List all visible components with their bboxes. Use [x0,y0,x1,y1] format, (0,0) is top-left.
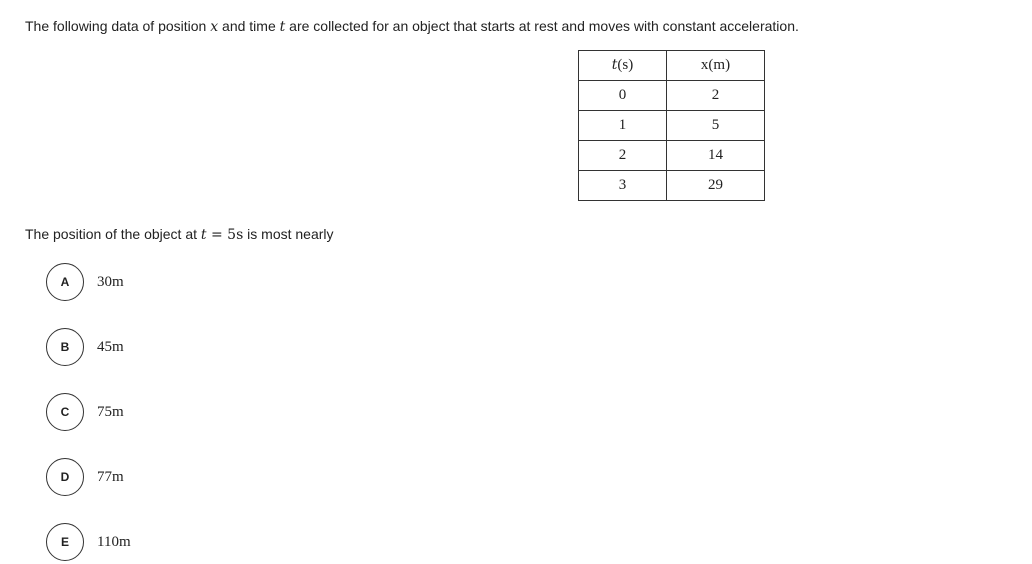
header-time-var: t [611,57,618,73]
cell-position: 14 [667,141,765,171]
header-position: x(m) [667,51,765,81]
table-row [579,111,765,141]
question-prompt [25,225,334,244]
prompt-value: 5s [227,227,244,243]
table-row [579,141,765,171]
choice-text[interactable]: 75m [97,403,124,420]
cell-time: 0 [579,81,667,111]
choice-e[interactable] [46,523,131,561]
choice-text[interactable]: 110m [97,533,131,550]
cell-time: 1 [579,111,667,141]
prompt-equals: = [206,227,228,243]
cell-position: 29 [667,171,765,201]
choice-text[interactable]: 77m [97,468,124,485]
table-header-row [579,51,765,81]
table-row [579,171,765,201]
table-row [579,81,765,111]
stem-var-t: t [279,19,286,35]
choice-letter-badge[interactable]: D [46,458,84,496]
choice-letter-badge[interactable]: A [46,263,84,301]
data-table [578,50,765,201]
cell-time: 2 [579,141,667,171]
stem-text-3: are collected for an object that starts at rest and moves with constant acceleration. [285,18,799,34]
header-time-unit: (s) [617,57,634,73]
choice-a[interactable] [46,263,124,301]
choice-letter-badge[interactable]: E [46,523,84,561]
cell-time: 3 [579,171,667,201]
prompt-text-1: The position of the object at [25,226,201,242]
stem-var-x: x [210,19,219,35]
header-time [579,51,667,81]
choice-text[interactable]: 45m [97,338,124,355]
cell-position: 5 [667,111,765,141]
stem-text-2: and time [218,18,280,34]
choice-text[interactable]: 30m [97,273,124,290]
prompt-text-2: is most nearly [243,226,334,242]
question-stem [25,17,799,36]
stem-text-1: The following data of position [25,18,211,34]
choice-letter-badge[interactable]: B [46,328,84,366]
choice-b[interactable] [46,328,124,366]
choice-d[interactable] [46,458,124,496]
cell-position: 2 [667,81,765,111]
choice-letter-badge[interactable]: C [46,393,84,431]
choice-c[interactable] [46,393,124,431]
prompt-var-t: t [200,227,207,243]
